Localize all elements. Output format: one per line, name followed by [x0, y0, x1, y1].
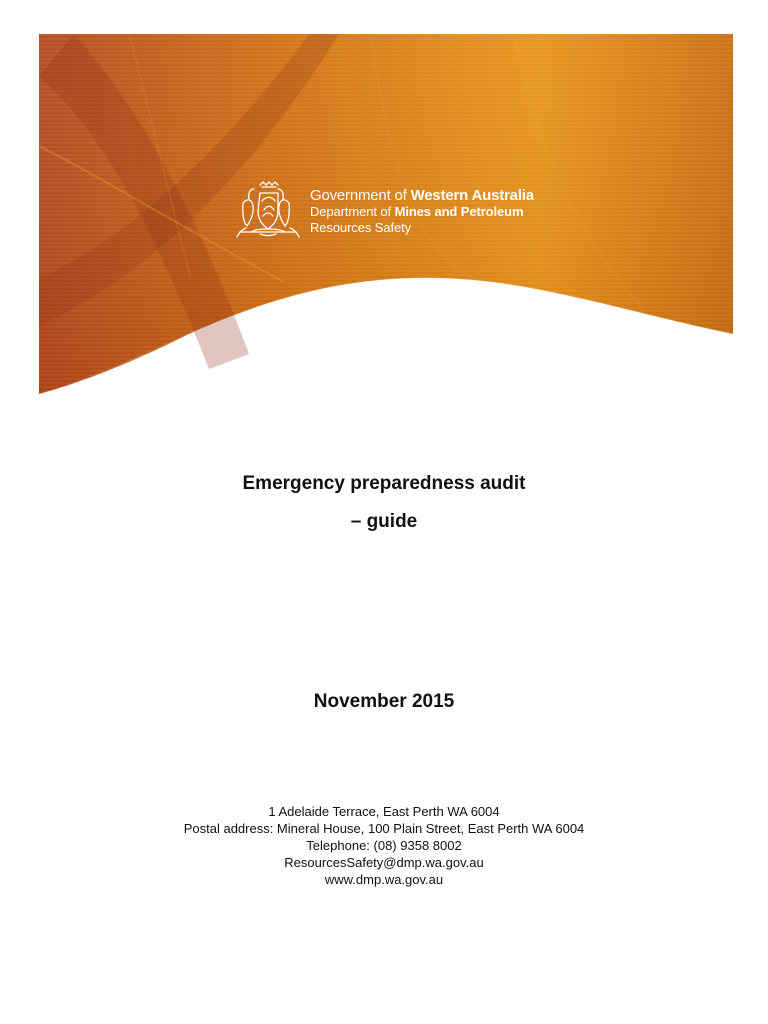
western-australia-coat-of-arms-icon	[231, 181, 305, 239]
title-line-2: – guide	[350, 511, 418, 532]
telephone-number: Telephone: (08) 9358 8002	[306, 838, 462, 853]
contact-details	[0, 803, 768, 888]
department-name: Mines and Petroleum	[394, 204, 524, 219]
government-line	[310, 188, 534, 205]
western-australia-name: Western Australia	[410, 187, 534, 204]
title-line-1: Emergency preparedness audit	[242, 473, 526, 494]
department-line	[310, 205, 534, 221]
government-logo-text	[310, 188, 534, 237]
publication-date: November 2015	[313, 691, 455, 712]
street-address: 1 Adelaide Terrace, East Perth WA 6004	[268, 804, 500, 819]
document-title	[0, 465, 768, 541]
postal-address: Postal address: Mineral House, 100 Plain Street, East Perth WA 6004	[183, 821, 585, 836]
government-prefix: Government of	[310, 187, 411, 204]
email-address: ResourcesSafety@dmp.wa.gov.au	[284, 855, 484, 870]
coat-of-arms-graphic	[231, 181, 305, 239]
department-prefix: Department of	[310, 204, 395, 219]
website-address: www.dmp.wa.gov.au	[324, 872, 444, 887]
resources-safety-line: Resources Safety	[310, 220, 412, 235]
